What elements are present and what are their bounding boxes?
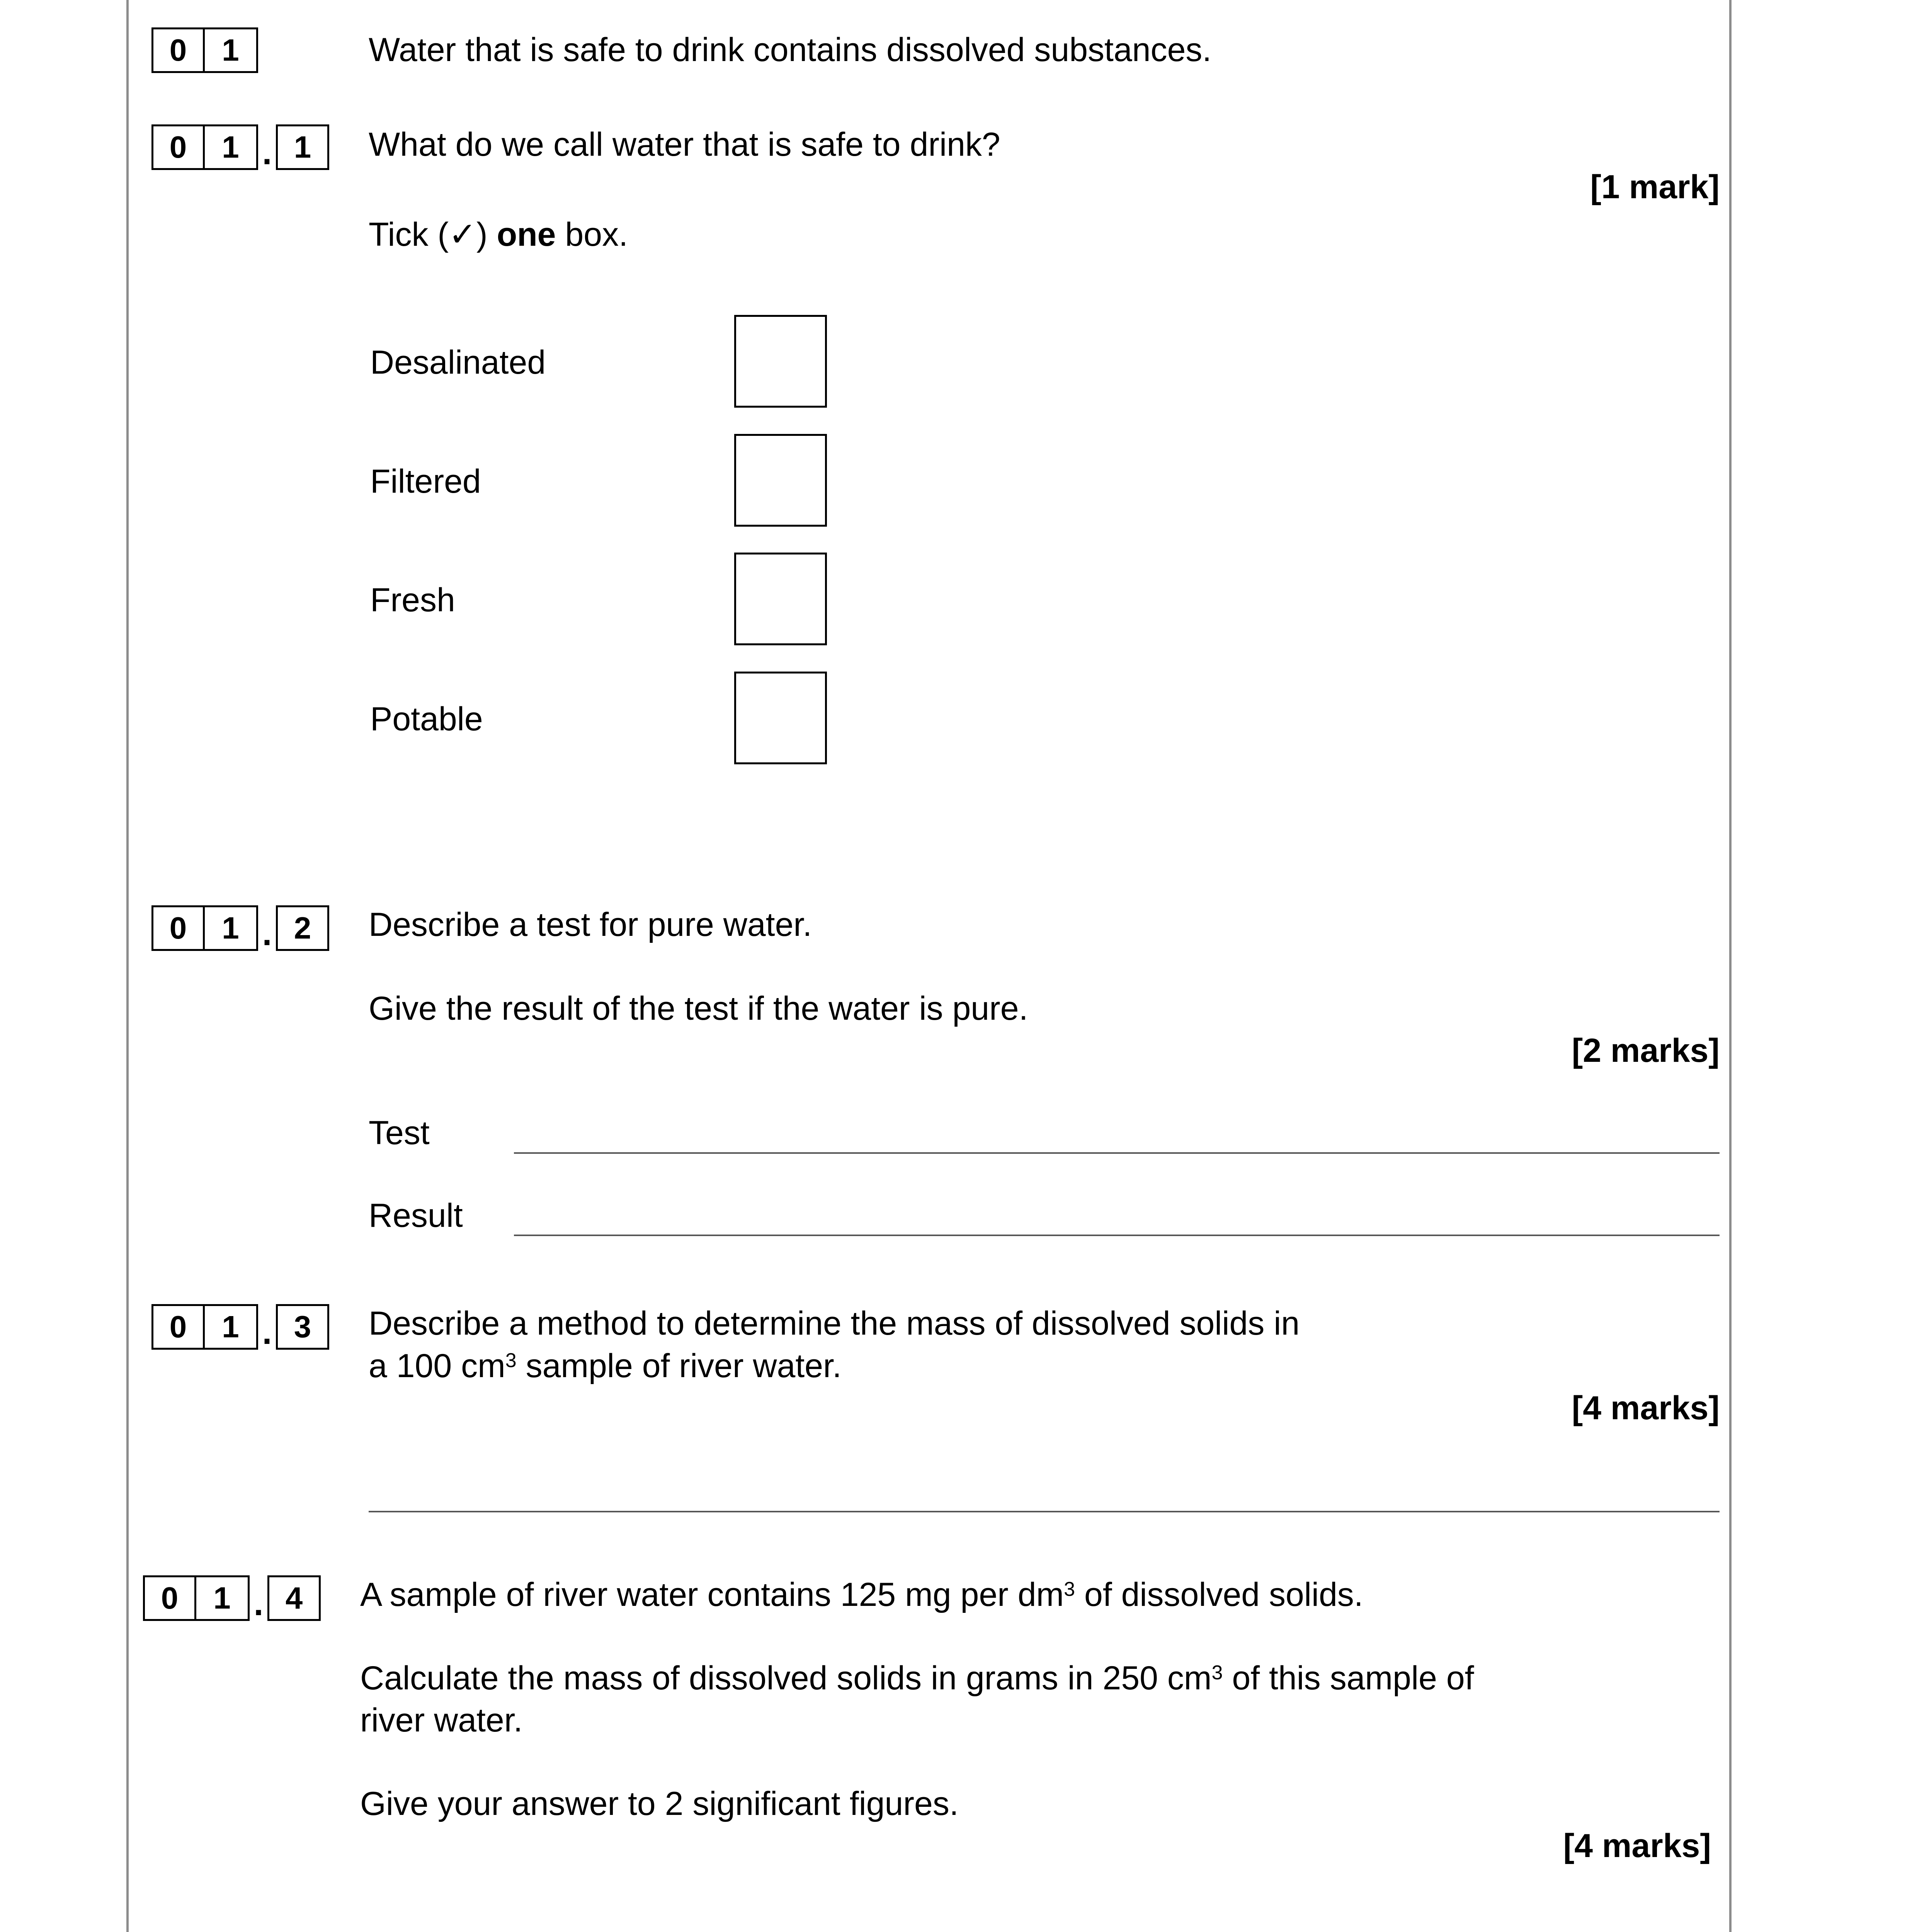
q013-line2: a 100 $cm^3$ sample of river water. xyxy=(369,1347,842,1384)
q011-question: What do we call water that is safe to drink? xyxy=(369,126,1000,163)
q013-marks: [4 marks] xyxy=(1572,1389,1720,1427)
q012-marks: [2 marks] xyxy=(1572,1032,1720,1069)
q014-line4: Give your answer to 2 significant figures. xyxy=(360,1785,959,1822)
question-number-01-1: 0 1 . 1 xyxy=(151,124,329,170)
q013-line1: Describe a method to determine the mass of dissolved solids in xyxy=(369,1305,1300,1342)
q01-stem: Water that is safe to drink contains dissolved substances. xyxy=(369,31,1212,68)
option-label-potable: Potable xyxy=(370,701,483,738)
option-label-fresh: Fresh xyxy=(370,582,455,619)
q012-result-label: Result xyxy=(369,1197,463,1234)
tick-box-potable[interactable] xyxy=(734,672,827,764)
option-label-filtered: Filtered xyxy=(370,463,481,500)
question-number-01-3: 0 1 . 3 xyxy=(151,1304,329,1350)
tick-box-filtered[interactable] xyxy=(734,434,827,527)
q011-instruction: Tick (✓) one box. xyxy=(369,216,628,253)
q014-line2: Calculate the mass of dissolved solids in grams in 250 $cm^3$ of this sample of xyxy=(360,1660,1474,1697)
left-margin-line xyxy=(126,0,129,1932)
q014-line3: river water. xyxy=(360,1702,523,1739)
right-margin-line xyxy=(1729,0,1732,1932)
tick-box-desalinated[interactable] xyxy=(734,315,827,408)
q012-line2: Give the result of the test if the water is pure. xyxy=(369,990,1028,1027)
q012-test-label: Test xyxy=(369,1114,430,1151)
q011-marks: [1 mark] xyxy=(1590,168,1720,206)
option-label-desalinated: Desalinated xyxy=(370,344,546,381)
q014-line1: A sample of river water contains 125 mg per $dm^3$ of dissolved solids. xyxy=(360,1576,1363,1613)
question-number-01-2: 0 1 . 2 xyxy=(151,905,329,951)
tick-box-fresh[interactable] xyxy=(734,553,827,645)
question-number-01: 0 1 xyxy=(151,27,258,73)
question-number-01-4: 0 1 . 4 xyxy=(143,1575,321,1621)
q012-line1: Describe a test for pure water. xyxy=(369,906,812,943)
q012-test-answer-line[interactable] xyxy=(514,1152,1720,1154)
q012-result-answer-line[interactable] xyxy=(514,1235,1720,1236)
q013-answer-line[interactable] xyxy=(369,1511,1720,1512)
q014-marks: [4 marks] xyxy=(1563,1827,1711,1864)
